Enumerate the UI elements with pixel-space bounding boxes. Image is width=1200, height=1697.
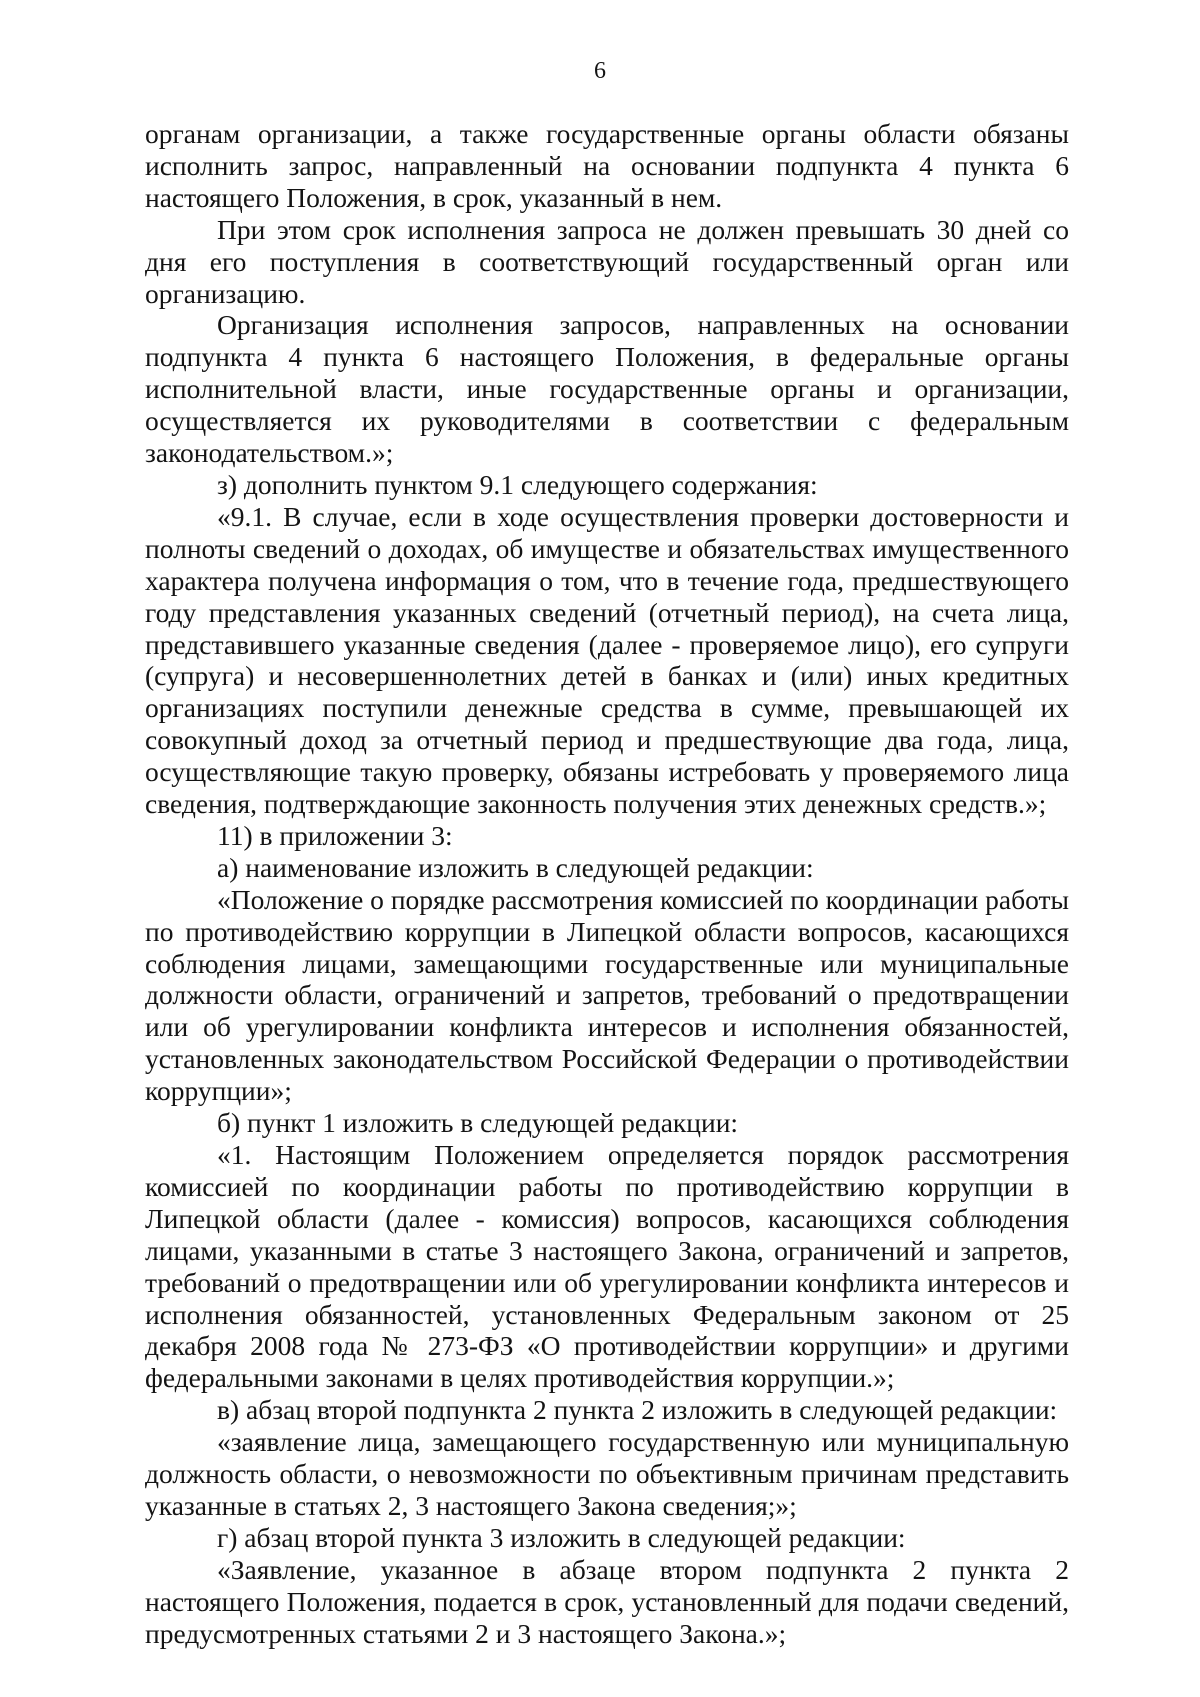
paragraph: в) абзац второй подпункта 2 пункта 2 изложить в следующей редакции: <box>217 1394 1058 1426</box>
paragraph: г) абзац второй пункта 3 изложить в следующей редакции: <box>217 1521 906 1553</box>
paragraph: органам организации, а также государственные органы области обязаны исполнить запрос, направленный на основании подпункта 4 пункта 6 настоящего Положения, в срок, указанный в нем. <box>145 118 1069 213</box>
paragraph: б) пункт 1 изложить в следующей редакции: <box>217 1107 739 1139</box>
paragraph: з) дополнить пунктом 9.1 следующего содержания: <box>217 468 818 500</box>
paragraph: «Положение о порядке рассмотрения комиссией по координации работы по противодействию коррупции в Липецкой области вопросов, касающихся соблюдения лицами, замещающими государственные или муниципальные должности области, ограничений и запретов, требований о предотвращении или об урегулировании конфликта интересов и исполнения обязанностей, установленных законодательством Российской Федерации о противодействии коррупции»; <box>145 883 1069 1107</box>
document-body <box>145 118 1069 1650</box>
paragraph: «1. Настоящим Положением определяется порядок рассмотрения комиссией по координации работы по противодействию коррупции в Липецкой области (далее - комиссия) вопросов, касающихся соблюдения лицами, указанными в статье 3 настоящего Закона, ограничений и запретов, требований о предотвращении или об урегулировании конфликта интересов и исполнения обязанностей, установленных Федеральным законом от 25 декабря 2008 года № 273-ФЗ «О противодействии коррупции» и другими федеральными законами в целях противодействия коррупции.»; <box>145 1139 1069 1394</box>
paragraph: При этом срок исполнения запроса не должен превышать 30 дней со дня его поступления в соответствующий государственный орган или организацию. <box>145 213 1069 309</box>
paragraph: «9.1. В случае, если в ходе осуществления проверки достоверности и полноты сведений о доходах, об имуществе и обязательствах имущественного характера получена информация о том, что в течение года, предшествующего году представления указанных сведений (отчетный период), на счета лица, представившего указанные сведения (далее - проверяемое лицо), его супруги (супруга) и несовершеннолетних детей в банках и (или) иных кредитных организациях поступили денежные средства в сумме, превышающей их совокупный доход за отчетный период и предшествующие два года, лица, осуществляющие такую проверку, обязаны истребовать у проверяемого лица сведения, подтверждающие законность получения этих денежных средств.»; <box>145 500 1069 820</box>
paragraph: «Заявление, указанное в абзаце втором подпункта 2 пункта 2 настоящего Положения, подается в срок, установленный для подачи сведений, предусмотренных статьями 2 и 3 настоящего Закона.»; <box>145 1553 1069 1649</box>
paragraph: а) наименование изложить в следующей редакции: <box>217 851 814 883</box>
paragraph: «заявление лица, замещающего государственную или муниципальную должность области, о невозможности по объективным причинам представить указанные в статьях 2, 3 настоящего Закона сведения;»; <box>145 1426 1069 1521</box>
page-number: 6 <box>594 58 606 84</box>
paragraph: 11) в приложении 3: <box>217 819 453 851</box>
paragraph: Организация исполнения запросов, направленных на основании подпункта 4 пункта 6 настоящего Положения, в федеральные органы исполнительной власти, иные государственные органы и организации, осуществляется их руководителями в соответствии с федеральным законодательством.»; <box>145 309 1069 469</box>
